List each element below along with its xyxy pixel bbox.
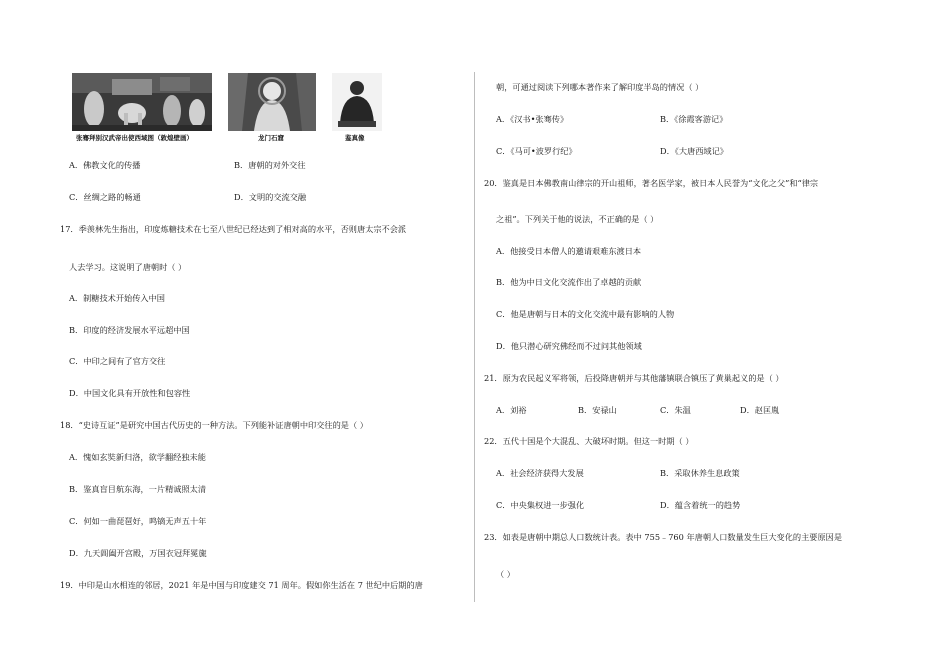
q19-option-c[interactable]: C．《马可•波罗行纪》 xyxy=(496,146,577,156)
q20-option-d[interactable]: D．他只潜心研究佛经而不过问其他领域 xyxy=(496,341,642,351)
q22-option-d[interactable]: D．蕴含着统一的趋势 xyxy=(660,500,741,510)
q19-option-a[interactable]: A．《汉书•张骞传》 xyxy=(496,114,569,124)
q22-stem: 22．五代十国是个大混乱、大破坏时期。但这一时期（ ） xyxy=(484,436,694,446)
q17-stem-line2: 人去学习。这说明了唐朝时（ ） xyxy=(69,262,187,272)
jianzhen-statue-image xyxy=(332,73,382,131)
q19-option-b[interactable]: B．《徐霞客游记》 xyxy=(660,114,728,124)
longmen-caption: 龙门石窟 xyxy=(258,134,284,142)
q16-option-a[interactable]: A．佛教文化的传播 xyxy=(69,160,141,170)
mural-image xyxy=(72,73,212,131)
q19-option-d[interactable]: D．《大唐西域记》 xyxy=(660,146,728,156)
q18-option-d[interactable]: D．九天阊阖开宫殿，万国衣冠拜冕旒 xyxy=(69,548,207,558)
q16-option-b[interactable]: B．唐朝的对外交往 xyxy=(234,160,306,170)
q22-option-b[interactable]: B．采取休养生息政策 xyxy=(660,468,740,478)
q17-option-c[interactable]: C．中印之间有了官方交往 xyxy=(69,356,166,366)
q21-option-d[interactable]: D．赵匡胤 xyxy=(740,405,780,415)
q20-option-c[interactable]: C．他是唐朝与日本的文化交流中最有影响的人物 xyxy=(496,309,675,319)
q18-stem: 18．“史诗互证”是研究中国古代历史的一种方法。下列能补证唐朝中印交往的是（ ） xyxy=(60,420,368,430)
q17-stem-line1: 17．季羡林先生指出，印度炼糖技术在七至八世纪已经达到了相对高的水平，否则唐太宗不会派 xyxy=(60,224,407,234)
q18-option-a[interactable]: A．愧如玄奘新归洛，欲学翻经独未能 xyxy=(69,452,206,462)
q19-stem-line1: 19．中印是山水相连的邻居，2021 年是中国与印度建交 71 周年。假如你生活在 7 世纪中后期的唐 xyxy=(60,580,423,590)
q18-option-c[interactable]: C．何如一曲琵琶好，鸣镝无声五十年 xyxy=(69,516,207,526)
column-divider xyxy=(474,72,475,602)
q22-option-c[interactable]: C．中央集权进一步强化 xyxy=(496,500,585,510)
q21-option-c[interactable]: C．朱温 xyxy=(660,405,691,415)
q21-option-b[interactable]: B．安禄山 xyxy=(578,405,617,415)
q17-option-d[interactable]: D．中国文化具有开放性和包容性 xyxy=(69,388,191,398)
q23-stem-line1: 23．如表是唐朝中期总人口数统计表。表中 755﹣760 年唐朝人口数量发生巨大变化的主要原因是 xyxy=(484,532,843,542)
q18-option-b[interactable]: B．鉴真盲目航东海，一片精诚照太清 xyxy=(69,484,207,494)
jianzhen-caption: 鉴真像 xyxy=(345,134,365,142)
q16-option-c[interactable]: C．丝绸之路的畅通 xyxy=(69,192,141,202)
q20-option-b[interactable]: B．他为中日文化交流作出了卓越的贡献 xyxy=(496,277,642,287)
q21-stem: 21．原为农民起义军将领，后投降唐朝并与其他藩镇联合镇压了黄巢起义的是（ ） xyxy=(484,373,784,383)
q20-stem-line2: 之祖”。下列关于他的说法，不正确的是（ ） xyxy=(496,214,659,224)
q20-option-a[interactable]: A．他接受日本僧人的邀请艰难东渡日本 xyxy=(496,246,642,256)
q17-option-b[interactable]: B．印度的经济发展水平远超中国 xyxy=(69,325,190,335)
mural-caption: 张骞拜别汉武帝出使西域图（敦煌壁画） xyxy=(76,134,193,142)
q22-option-a[interactable]: A．社会经济获得大发展 xyxy=(496,468,584,478)
q16-option-d[interactable]: D．文明的交流交融 xyxy=(234,192,307,202)
q23-stem-line2: （ ） xyxy=(496,569,515,579)
q19-stem-line2: 朝，可通过阅读下列哪本著作来了解印度半岛的情况（ ） xyxy=(496,82,704,92)
q21-option-a[interactable]: A．刘裕 xyxy=(496,405,527,415)
q17-option-a[interactable]: A．制糖技术开始传入中国 xyxy=(69,293,165,303)
longmen-grottoes-image xyxy=(228,73,316,131)
q20-stem-line1: 20．鉴真是日本佛教南山律宗的开山祖师，著名医学家，被日本人民誉为“文化之父”和“律宗 xyxy=(484,178,819,188)
